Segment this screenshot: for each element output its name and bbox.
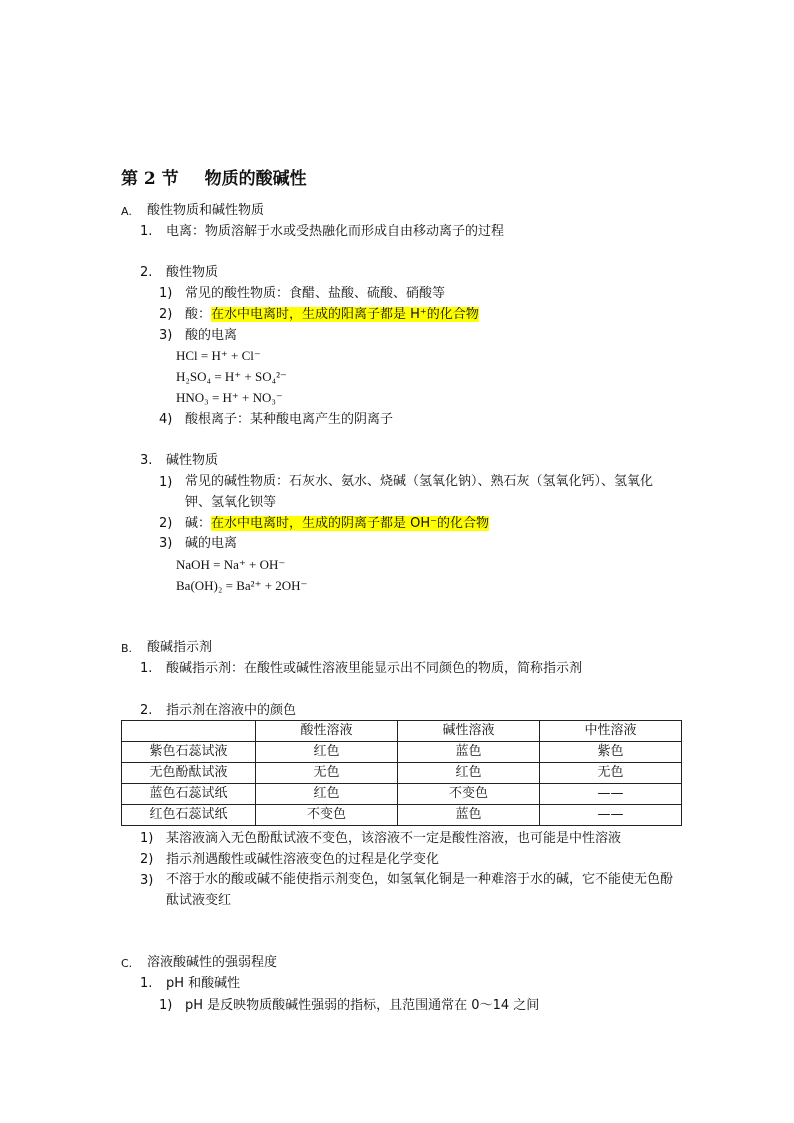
table-cell: 红色 <box>256 742 398 763</box>
table-cell: 不变色 <box>398 784 540 805</box>
table-cell: 红色石蕊试纸 <box>122 805 256 826</box>
table-cell: 无色酚酞试液 <box>122 763 256 784</box>
c-p1-text: pH 是反映物质酸碱性强弱的指标，且范围通常在 0～14 之间 <box>185 998 540 1013</box>
table-cell: 不变色 <box>256 805 398 826</box>
page-title <box>121 168 307 190</box>
equation-h2so4: H₂SO₄ = H⁺ + SO₄²⁻ <box>176 369 287 384</box>
acid-definition-prefix: 酸： <box>185 307 212 322</box>
section-b-heading: 酸碱指示剂 <box>147 640 213 655</box>
b-note2-num: 2) <box>140 852 154 867</box>
equation-baoh2: Ba(OH)₂ = Ba²⁺ + 2OH⁻ <box>176 578 308 593</box>
b-note1-text: 某溶液滴入无色酚酞试液不变色，该溶液不一定是酸性溶液，也可能是中性溶液 <box>166 831 622 846</box>
table-row <box>122 742 682 763</box>
table-cell: 红色 <box>398 763 540 784</box>
section-a-heading: 酸性物质和碱性物质 <box>147 203 265 218</box>
table-header-cell: 酸性溶液 <box>256 721 398 742</box>
a2-p2-num: 2) <box>159 307 173 322</box>
table-row <box>122 805 682 826</box>
table-header-cell <box>122 721 256 742</box>
a-item1-num: 1. <box>140 224 153 239</box>
equation-hno3: HNO₃ = H⁺ + NO₃⁻ <box>176 390 283 405</box>
table-header-cell: 碱性溶液 <box>398 721 540 742</box>
a-item2-heading: 酸性物质 <box>166 265 219 280</box>
table-header-row <box>122 721 682 742</box>
c-item1-num: 1. <box>140 976 153 991</box>
a-item3-heading: 碱性物质 <box>166 453 219 468</box>
equation-naoh: NaOH = Na⁺ + OH⁻ <box>176 557 286 572</box>
table-cell: 紫色 <box>540 742 682 763</box>
a2-p4-num: 4) <box>159 412 173 427</box>
table-cell: 蓝色石蕊试纸 <box>122 784 256 805</box>
b-note2-text: 指示剂遇酸性或碱性溶液变色的过程是化学变化 <box>166 852 440 867</box>
a3-p1-text: 常见的碱性物质：石灰水、氨水、烧碱（氢氧化钠）、熟石灰（氢氧化钙）、氢氧化钾、氢氧化钡等 <box>185 474 654 510</box>
b-item2-text: 指示剂在溶液中的颜色 <box>166 703 297 718</box>
a2-p3-text: 酸的电离 <box>185 328 238 343</box>
b-note1-num: 1) <box>140 831 154 846</box>
a2-p1-num: 1) <box>159 286 173 301</box>
table-cell: 蓝色 <box>398 742 540 763</box>
acid-definition <box>185 306 479 324</box>
a2-p1-text: 常见的酸性物质：食醋、盐酸、硫酸、硝酸等 <box>185 286 446 301</box>
equation-hcl: HCl = H⁺ + Cl⁻ <box>176 348 261 363</box>
section-topic: 物质的酸碱性 <box>204 169 307 189</box>
acid-definition-highlight: 在水中电离时，生成的阳离子都是 H⁺的化合物 <box>211 307 479 322</box>
table-cell: 红色 <box>256 784 398 805</box>
table-header-cell: 中性溶液 <box>540 721 682 742</box>
a2-p4-text: 酸根离子：某种酸电离产生的阴离子 <box>185 412 394 427</box>
table-cell: 蓝色 <box>398 805 540 826</box>
a3-p3-text: 碱的电离 <box>185 536 238 551</box>
section-b-label: B. <box>121 642 133 655</box>
a3-p2-num: 2) <box>159 516 173 531</box>
base-definition-prefix: 碱： <box>185 516 212 531</box>
a2-p3-num: 3) <box>159 328 173 343</box>
section-a-label: A. <box>121 205 132 218</box>
c-item1-text: pH 和酸碱性 <box>166 976 241 991</box>
b-item2-num: 2. <box>140 703 153 718</box>
b-item1-num: 1. <box>140 661 153 676</box>
a-item1-text: 电离：物质溶解于水或受热融化而形成自由移动离子的过程 <box>166 224 505 239</box>
section-c-label: C. <box>121 957 133 970</box>
a3-p1-num: 1) <box>159 475 173 490</box>
b-note3-num: 3) <box>140 873 154 888</box>
table-cell: 无色 <box>256 763 398 784</box>
section-number: 第 2 节 <box>121 169 179 189</box>
table-row <box>122 784 682 805</box>
base-definition-highlight: 在水中电离时，生成的阴离子都是 OH⁻的化合物 <box>211 516 490 531</box>
table-cell: —— <box>540 805 682 826</box>
base-definition <box>185 515 489 533</box>
b-note3-text: 不溶于水的酸或碱不能使指示剂变色，如氢氧化铜是一种难溶于水的碱，它不能使无色酚酞试液变红 <box>166 872 674 908</box>
table-cell: 无色 <box>540 763 682 784</box>
indicator-color-table <box>121 720 682 826</box>
table-cell: 紫色石蕊试液 <box>122 742 256 763</box>
b-item1-text: 酸碱指示剂：在酸性或碱性溶液里能显示出不同颜色的物质，简称指示剂 <box>166 661 583 676</box>
a-item2-num: 2. <box>140 265 153 280</box>
table-cell: —— <box>540 784 682 805</box>
a-item3-num: 3. <box>140 453 153 468</box>
table-row <box>122 763 682 784</box>
section-c-heading: 溶液酸碱性的强弱程度 <box>147 955 278 970</box>
a3-p3-num: 3) <box>159 536 173 551</box>
c-p1-num: 1) <box>159 998 173 1013</box>
